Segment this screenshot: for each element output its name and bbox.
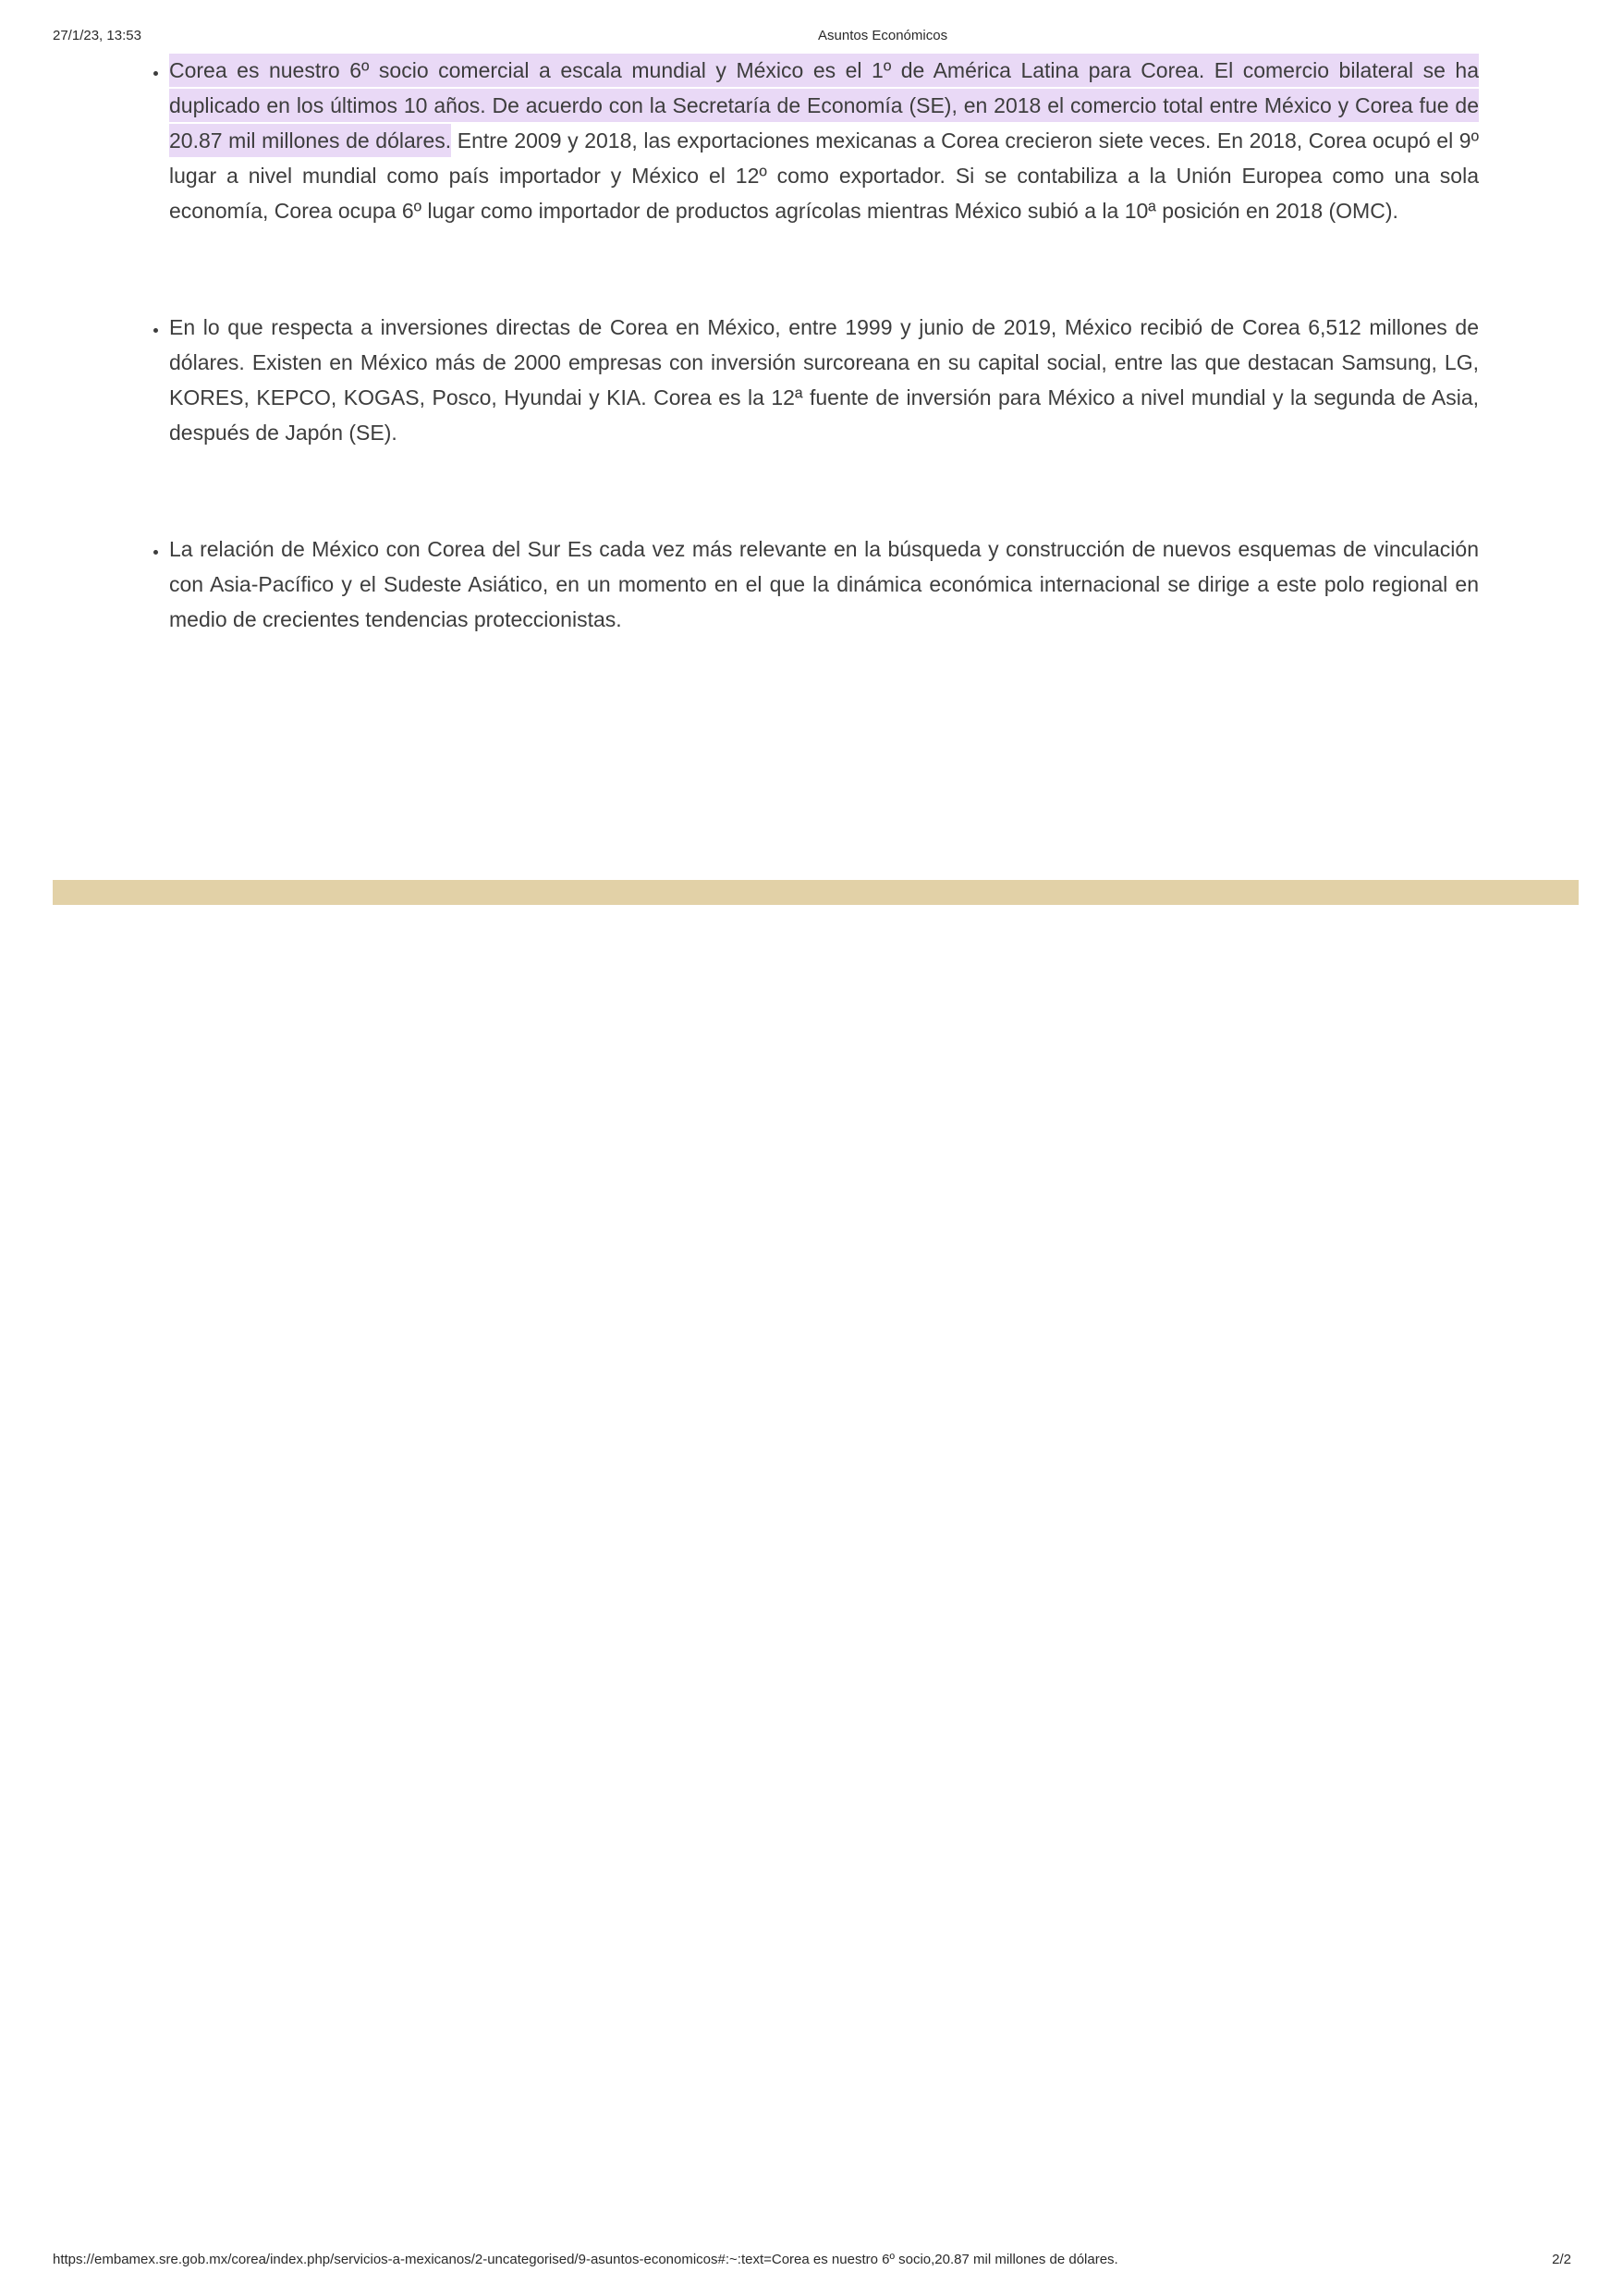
print-header	[0, 28, 1623, 48]
page-indicator: 2/2	[1552, 2252, 1571, 2267]
source-url: https://embamex.sre.gob.mx/corea/index.php/servicios-a-mexicanos/2-uncategorised/9-asuntos-economicos#:~:text=Corea es nuestro 6º socio,20.87 mil millones de dólares.	[53, 2252, 1118, 2267]
bullet-list	[53, 53, 1570, 637]
text-segment: En lo que respecta a inversiones directas de Corea en México, entre 1999 y junio de 2019, México recibió de Corea 6,512 millones de dólares. Existen en México más de 2000 empresas con inversión surcoreana en su capital social, entre las que destacan Samsung, LG, KORES, KEPCO, KOGAS, Posco, Hyundai y KIA. Corea es la 12ª fuente de inversión para México a nivel mundial y la segunda de Asia, después de Japón (SE).	[169, 315, 1479, 445]
article-content	[53, 53, 1570, 637]
list-item	[169, 531, 1479, 637]
text-segment: Entre 2009 y 2018, las exportaciones mexicanas a Corea crecieron siete veces. En 2018, Corea ocupó el 9º lugar a nivel mundial como país importador y México el 12º como exportador. Si se contabiliza a la Unión Europea como una sola economía, Corea ocupa 6º lugar como importador de productos agrícolas mientras México subió a la 10ª posición en 2018 (OMC).	[169, 128, 1479, 223]
list-item	[169, 53, 1479, 228]
text-segment: La relación de México con Corea del Sur Es cada vez más relevante en la búsqueda y construcción de nuevos esquemas de vinculación con Asia-Pacífico y el Sudeste Asiático, en un momento en el que la dinámica económica internacional se dirige a este polo regional en medio de crecientes tendencias proteccionistas.	[169, 537, 1479, 631]
section-divider-bar	[53, 880, 1579, 905]
print-footer	[53, 2252, 1571, 2267]
highlighted-text-segment: Corea es nuestro 6º socio comercial a escala mundial y México es el 1º de América Latina para Corea. El comercio bilateral se ha duplicado en los últimos 10 años. De acuerdo con la Secretaría de Economía (SE), en 2018 el comercio total entre México y Corea fue de 20.87 mil millones de dólares.	[169, 54, 1479, 157]
print-datetime: 27/1/23, 13:53	[53, 28, 141, 43]
list-item	[169, 310, 1479, 450]
page-title: Asuntos Económicos	[818, 28, 948, 43]
